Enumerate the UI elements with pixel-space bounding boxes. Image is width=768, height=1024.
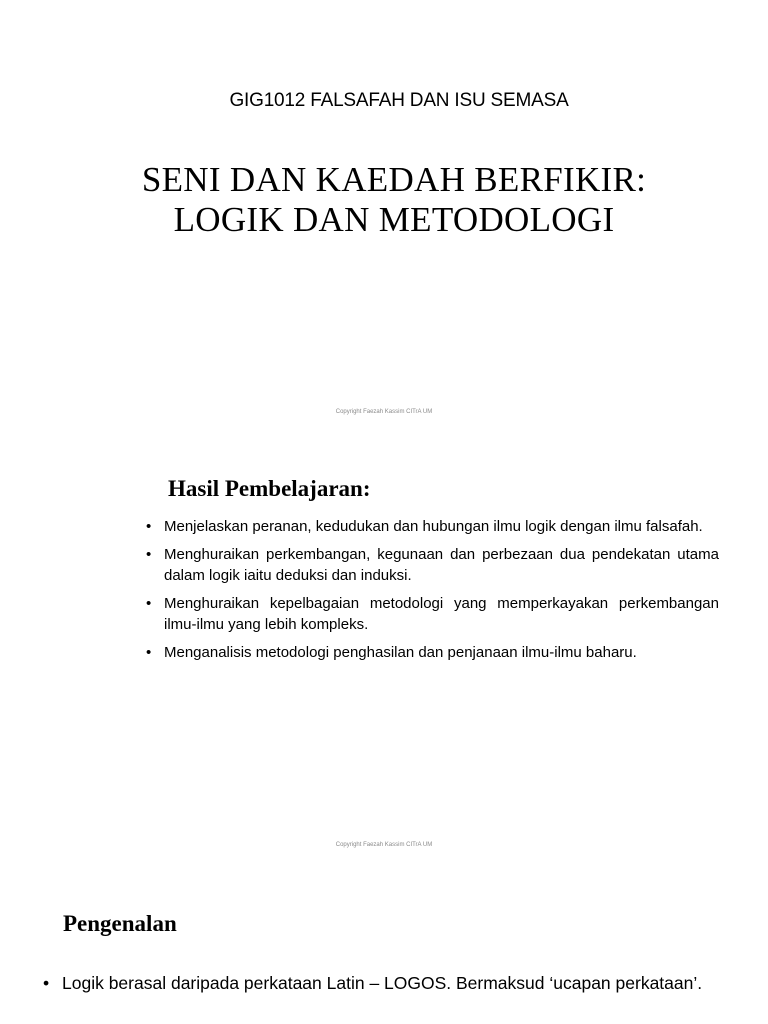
bullet-icon: • <box>146 595 152 612</box>
list-item-text: Menjelaskan peranan, kedudukan dan hubungan ilmu logik dengan ilmu falsafah. <box>164 518 703 535</box>
slide-title <box>0 160 768 240</box>
copyright-footer: Copyright Faezah Kassim CITrA UM <box>335 409 433 415</box>
list-item-text: Menganalisis metodologi penghasilan dan penjanaan ilmu-ilmu baharu. <box>164 644 637 661</box>
learning-outcomes-heading: Hasil Pembelajaran: <box>168 476 371 501</box>
list-item <box>145 593 719 635</box>
list-item <box>43 971 719 995</box>
slide-title-line-1: SENI DAN KAEDAH BERFIKIR: <box>141 160 647 199</box>
slide-title-line-2: LOGIK DAN METODOLOGI <box>173 200 615 239</box>
copyright-footer: Copyright Faezah Kassim CITrA UM <box>335 842 433 848</box>
bullet-icon: • <box>146 518 152 535</box>
list-item-text: Menghuraikan perkembangan, kegunaan dan perbezaan dua pendekatan utama dalam logik iaitu deduksi dan induksi. <box>164 546 719 584</box>
list-item-text: Menghuraikan kepelbagaian metodologi yang memperkayakan perkembangan ilmu-ilmu yang lebih kompleks. <box>164 595 719 633</box>
bullet-icon: • <box>146 546 152 563</box>
list-item <box>145 516 719 537</box>
course-code: GIG1012 FALSAFAH DAN ISU SEMASA <box>229 90 569 111</box>
bullet-icon: • <box>146 644 152 661</box>
list-item-text: Logik berasal daripada perkataan Latin – LOGOS. Bermaksud ‘ucapan perkataan’. <box>62 973 703 993</box>
learning-outcomes-list <box>145 516 719 670</box>
list-item <box>145 544 719 586</box>
bullet-icon: • <box>43 973 50 993</box>
introduction-heading: Pengenalan <box>63 911 177 936</box>
list-item <box>145 642 719 663</box>
introduction-list <box>43 971 719 995</box>
